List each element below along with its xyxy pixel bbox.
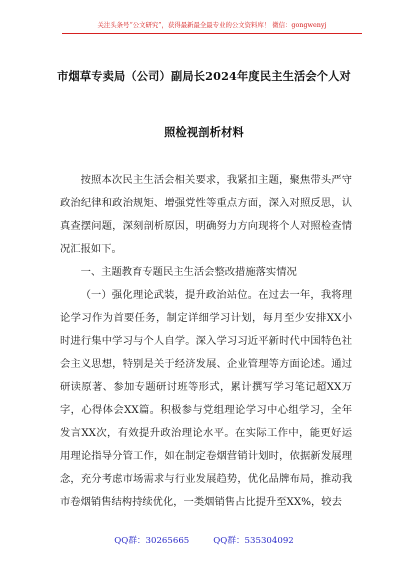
footer-contact bbox=[0, 534, 408, 546]
subsection-paragraph: （一）强化理论武装，提升政治站位。在过去一年，我将理论学习作为首要任务，制定详细学习计划，每月至少安排XX小时进行集中学习与个人自学。深入学习习近平新时代中国特色社会主义思想，特别是关于经济发展、企业管理等方面论述。通过研读原著、参加专题研讨班等形式，累计撰写学习笔记超XX万字，心得体会XX篇。积极参与党组理论学习中心组学习，全年发言XX次，有效提升政治理论水平。在实际工作中，能更好运用理论指导分管工作，如在制定卷烟营销计划时，依据新发展理念，充分考虑市场需求与行业发展趋势，优化品牌布局，推动我市卷烟销售结构持续优化，一类烟销售占比提升至XX%，较去 bbox=[60, 289, 352, 508]
section-heading: 一、主题教育专题民主生活会整改措施落实情况 bbox=[80, 266, 297, 278]
intro-paragraph: 按照本次民主生活会相关要求，我紧扣主题，聚焦带头严守政治纪律和政治规矩、增强党性等重点方面，深入对照反思，认真查摆问题，深刻剖析原因，明确努力方向现将个人对照检查情况汇报如下。 bbox=[60, 174, 352, 255]
footer-qq-group-1: QQ群：30265665 bbox=[114, 536, 190, 546]
footer-qq-group-2: QQ群：535304092 bbox=[213, 536, 294, 546]
document-body bbox=[60, 169, 352, 514]
document-title-line-1: 市烟草专卖局（公司）副局长2024年度民主生活会个人对 bbox=[57, 69, 351, 83]
document-title-line-2: 照检视剖析材料 bbox=[164, 125, 244, 139]
promo-header-banner: 关注头条号“公文研究”，获得最新最全最专业的公文资料库！ 微信：gongwenyj bbox=[62, 20, 362, 34]
